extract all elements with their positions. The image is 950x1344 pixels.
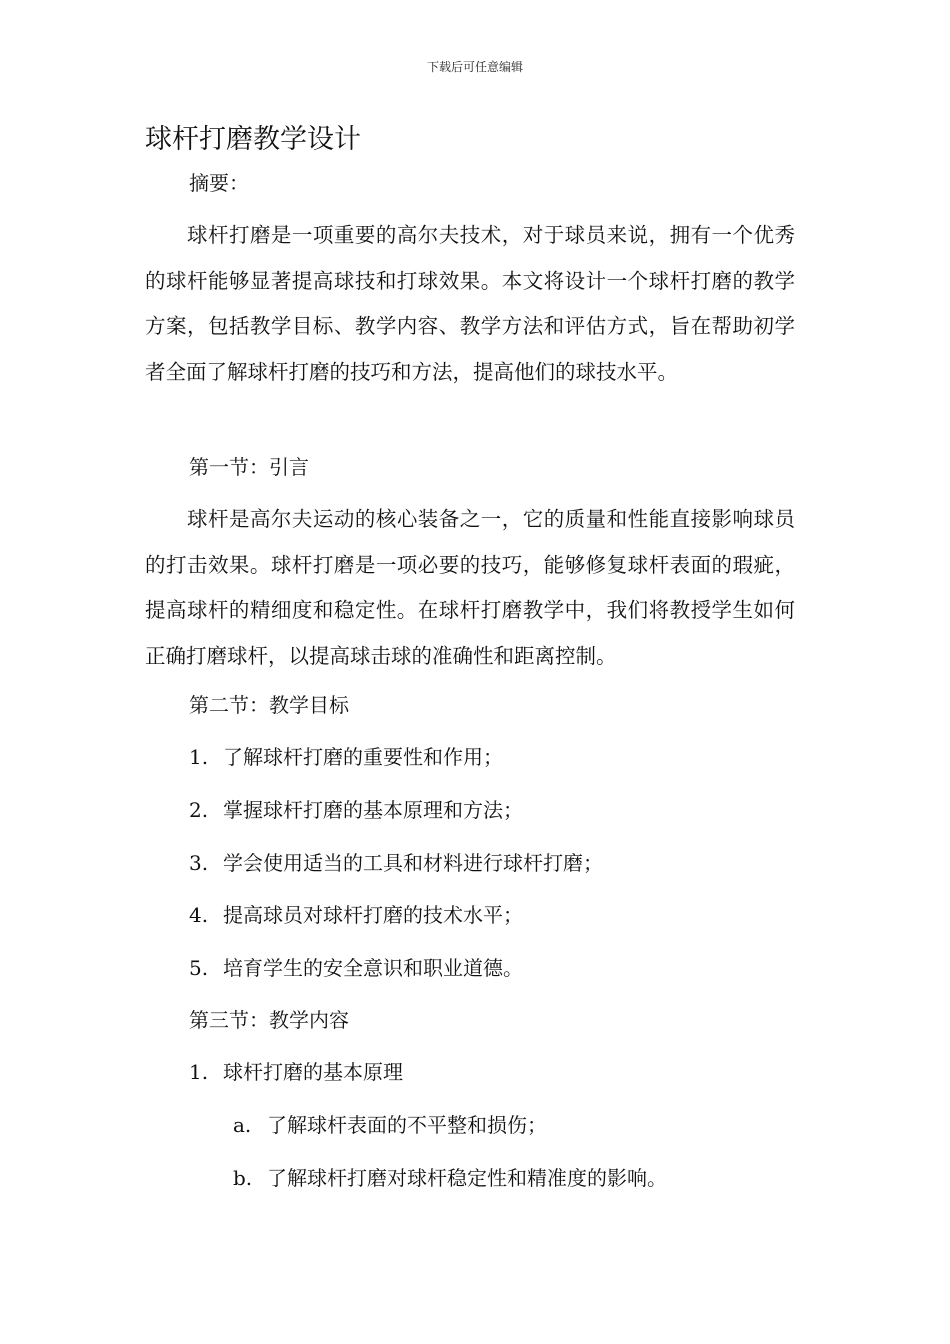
- list-item: [189, 787, 523, 833]
- list-item-text: 提高球员对球杆打磨的技术水平；: [223, 903, 523, 927]
- list-item-text: 球杆打磨的基本原理: [223, 1060, 403, 1084]
- section1-paragraph: 球杆是高尔夫运动的核心装备之一，它的质量和性能直接影响球员的打击效果。球杆打磨是一项必要的技巧，能够修复球杆表面的瑕疵，提高球杆的精细度和稳定性。在球杆打磨教学中，我们将教授学生如何正确打磨球杆，以提高球击球的准确性和距离控制。: [145, 507, 795, 668]
- section1-heading: 第一节：引言: [189, 455, 309, 479]
- abstract-heading: 摘要：: [189, 171, 249, 195]
- list-item: [189, 840, 603, 886]
- abstract-paragraph: 球杆打磨是一项重要的高尔夫技术，对于球员来说，拥有一个优秀的球杆能够显著提高球技和打球效果。本文将设计一个球杆打磨的教学方案，包括教学目标、教学内容、教学方法和评估方式，旨在帮助初学者全面了解球杆打磨的技巧和方法，提高他们的球技水平。: [145, 223, 795, 384]
- sub-list-item-letter: a.: [233, 1113, 252, 1137]
- list-item-number: 1.: [189, 745, 209, 769]
- list-item: [189, 945, 523, 991]
- header-note: 下载后可任意编辑: [426, 60, 523, 74]
- list-item-text: 掌握球杆打磨的基本原理和方法；: [223, 798, 523, 822]
- list-item-text: 学会使用适当的工具和材料进行球杆打磨；: [223, 851, 603, 875]
- list-item-text: 了解球杆打磨的重要性和作用；: [223, 745, 503, 769]
- section3-heading: 第三节：教学内容: [189, 1008, 349, 1032]
- list-item-number: 1.: [189, 1060, 209, 1084]
- list-item-number: 2.: [189, 798, 209, 822]
- list-item-number: 5.: [189, 956, 209, 980]
- list-item: [189, 734, 503, 780]
- sub-list-item-text: 了解球杆打磨对球杆稳定性和精准度的影响。: [267, 1166, 667, 1190]
- document-title: 球杆打磨教学设计: [145, 124, 361, 155]
- list-item: [189, 892, 523, 938]
- section2-heading: 第二节：教学目标: [189, 693, 349, 717]
- list-item-text: 培育学生的安全意识和职业道德。: [223, 956, 523, 980]
- list-item: [189, 1049, 403, 1095]
- sub-list-item-letter: b.: [233, 1166, 253, 1190]
- list-item-number: 4.: [189, 903, 209, 927]
- sub-list-item: [233, 1102, 547, 1148]
- sub-list-item: [233, 1155, 667, 1201]
- list-item-number: 3.: [189, 851, 209, 875]
- sub-list-item-text: 了解球杆表面的不平整和损伤；: [267, 1113, 547, 1137]
